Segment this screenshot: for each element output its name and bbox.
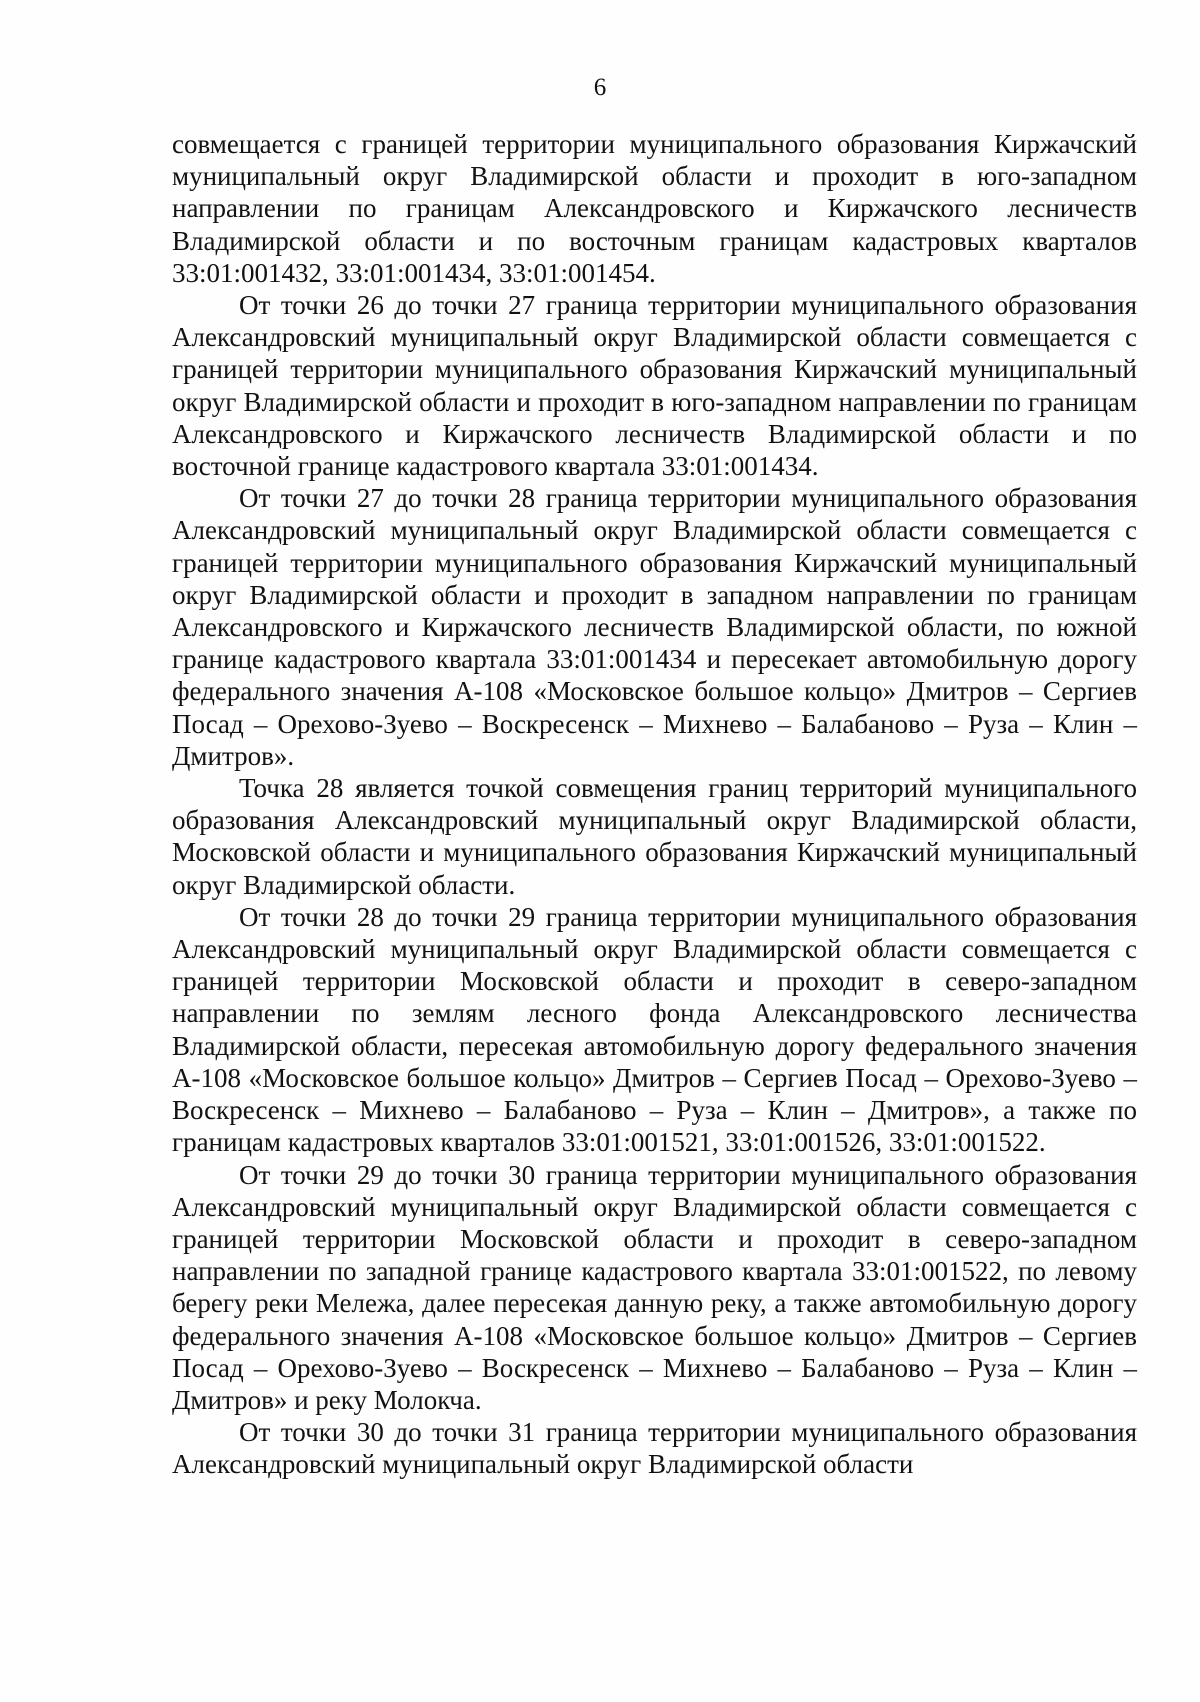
document-body — [172, 128, 1137, 1481]
paragraph-point-27-28: От точки 27 до точки 28 граница территории муниципального образования Александровский муниципальный округ Владимирской области совмещается с границей территории муниципального образования Киржачский муниципальный округ Владимирской области и проходит в западном направлении по границам Александровского и Киржачского лесничеств Владимирской области, по южной границе кадастрового квартала 33:01:001434 и пересекает автомобильную дорогу федерального значения А-108 «Московское большое кольцо» Дмитров – Сергиев Посад – Орехово-Зуево – Воскресенск – Михнево – Балабаново – Руза – Клин – Дмитров». — [172, 483, 1137, 771]
paragraph-point-26-27: От точки 26 до точки 27 граница территории муниципального образования Александровский муниципальный округ Владимирской области совмещается с границей территории муниципального образования Киржачский муниципальный округ Владимирской области и проходит в юго-западном направлении по границам Александровского и Киржачского лесничеств Владимирской области и по восточной границе кадастрового квартала 33:01:001434. — [172, 290, 1137, 482]
paragraph-point-28: Точка 28 является точкой совмещения границ территорий муниципального образования Александровский муниципальный округ Владимирской области, Московской области и муниципального образования Киржачский муниципальный округ Владимирской области. — [172, 773, 1137, 900]
paragraph-point-30-31: От точки 30 до точки 31 граница территории муниципального образования Александровский муниципальный округ Владимирской области — [172, 1417, 1137, 1480]
paragraph-continuation: совмещается с границей территории муниципального образования Киржачский муниципальный округ Владимирской области и проходит в юго-западном направлении по границам Александровского и Киржачского лесничеств Владимирской области и по восточным границам кадастровых кварталов 33:01:001432, 33:01:001434, 33:01:001454. — [172, 129, 1137, 288]
paragraph-point-29-30: От точки 29 до точки 30 граница территории муниципального образования Александровский муниципальный округ Владимирской области совмещается с границей территории Московской области и проходит в северо-западном направлении по западной границе кадастрового квартала 33:01:001522, по левому берегу реки Мележа, далее пересекая данную реку, а также автомобильную дорогу федерального значения А-108 «Московское большое кольцо» Дмитров – Сергиев Посад – Орехово-Зуево – Воскресенск – Михнево – Балабаново – Руза – Клин – Дмитров» и реку Молокча. — [172, 1159, 1137, 1415]
page-number: 6 — [593, 74, 607, 101]
paragraph-point-28-29: От точки 28 до точки 29 граница территории муниципального образования Александровский муниципальный округ Владимирской области совмещается с границей территории Московской области и проходит в северо-западном направлении по землям лесного фонда Александровского лесничества Владимирской области, пересекая автомобильную дорогу федерального значения А-108 «Московское большое кольцо» Дмитров – Сергиев Посад – Орехово-Зуево – Воскресенск – Михнево – Балабаново – Руза – Клин – Дмитров», а также по границам кадастровых кварталов 33:01:001521, 33:01:001526, 33:01:001522. — [172, 901, 1137, 1158]
